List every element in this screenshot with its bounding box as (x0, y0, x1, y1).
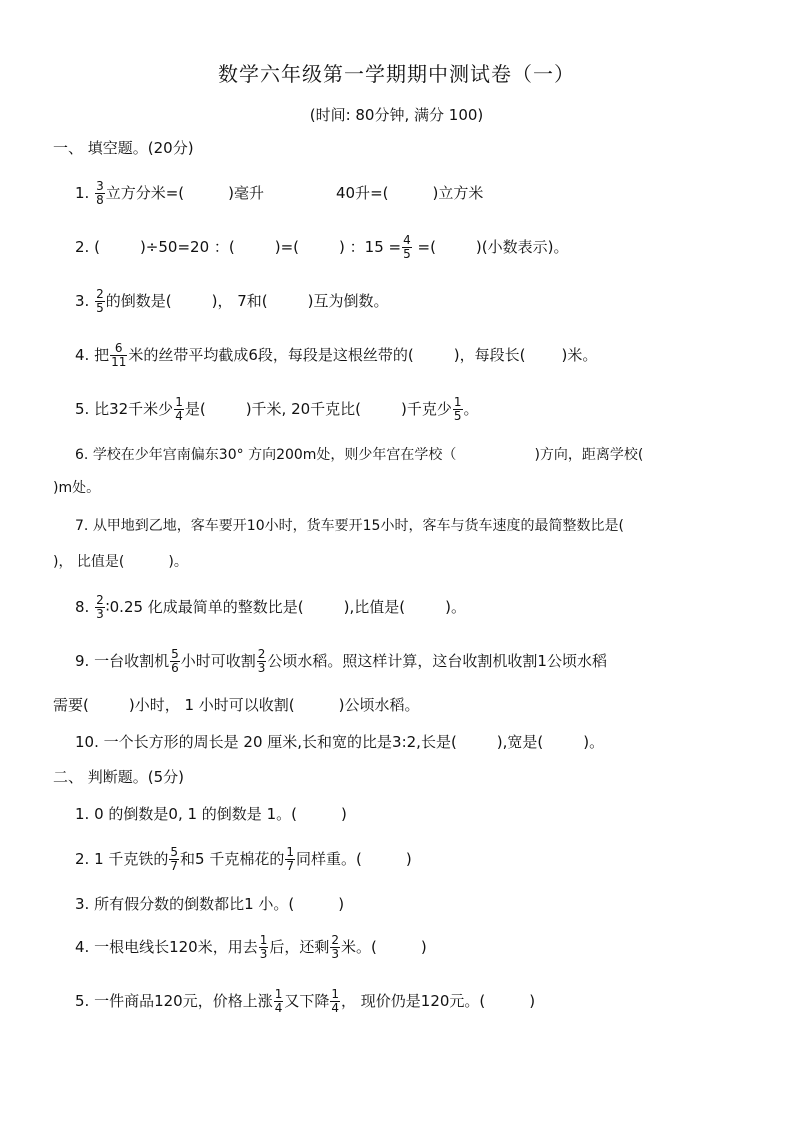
question-2-3: 3. 所有假分数的倒数都比1 小。( ) (75, 895, 345, 913)
fraction: $\frac{2}{5}$ (96, 287, 104, 315)
fraction: $\frac{6}{11}$ (111, 341, 127, 369)
question-1-2: 2. ( )÷50=20 ：( )=( ) ：15 = $\frac{4}{5}$ =( )(小数表示)。 (75, 233, 569, 261)
fraction: $\frac{5}{6}$ (171, 647, 179, 675)
question-2-4: 4. 一根电线长120米，用去 $\frac{1}{3}$ 后，还剩 $\frac{2}{3}$ 米。( ) (75, 933, 427, 961)
fraction: $\frac{3}{8}$ (96, 179, 104, 207)
fraction: $\frac{1}{4}$ (175, 395, 183, 423)
fraction: $\frac{5}{7}$ (170, 845, 179, 873)
question-1-3: 3. $\frac{2}{5}$ 的倒数是( )， 7和( )互为倒数。 (75, 287, 389, 315)
fraction: $\frac{1}{5}$ (453, 395, 462, 423)
question-1-6: 6. 学校在少年宫南偏东30° 方向200m处，则少年宫在学校（ )方向，距离学校( (75, 447, 644, 463)
exam-info: (时间: 80分钟, 满分 100) (309, 106, 484, 124)
question-1-10: 10. 一个长方形的周长是 20 厘米,长和宽的比是3:2,长是( ),宽是( )。 (75, 733, 605, 751)
question-1-5: 5. 比32千米少 $\frac{1}{4}$ 是( )千米, 20千克比( )千克少 $\frac{1}{5}$ 。 (75, 395, 479, 423)
fraction: $\frac{2}{3}$ (96, 593, 104, 621)
section1-heading: 一、 填空题。(20分) (53, 139, 194, 157)
question-2-5: 5. 一件商品120元，价格上涨 $\frac{1}{4}$ 又下降 $\frac{1}{4}$ ， 现价仍是120元。( ) (75, 987, 536, 1015)
question-2-1: 1. 0 的倒数是0, 1 的倒数是 1。( ) (75, 805, 347, 823)
fraction: $\frac{2}{3}$ (257, 647, 266, 675)
question-1-4: 4. 把 $\frac{6}{11}$ 米的丝带平均截成6段，每段是这根丝带的( )，每段长( )米。 (75, 341, 598, 369)
question-1-7-cont: )， 比值是( )。 (53, 554, 188, 570)
fraction: $\frac{1}{3}$ (259, 933, 268, 961)
question-1-6-cont: )m处。 (53, 480, 101, 496)
fraction: $\frac{1}{4}$ (274, 987, 283, 1015)
question-1-9-cont: 需要( )小时， 1 小时可以收割( )公顷水稻。 (53, 696, 420, 714)
fraction: $\frac{1}{7}$ (286, 845, 294, 873)
fraction: $\frac{1}{4}$ (331, 987, 340, 1015)
question-1-9: 9. 一台收割机 $\frac{5}{6}$ 小时可收割 $\frac{2}{3}$ 公顷水稻。照这样计算，这台收割机收割1公顷水稻 (75, 647, 607, 675)
question-1-7: 7. 从甲地到乙地，客车要开10小时，货车要开15小时，客车与货车速度的最简整数比是( (75, 518, 624, 534)
page-title: 数学六年级第一学期期中测试卷（一） (218, 62, 575, 86)
question-2-2: 2. 1 千克铁的 $\frac{5}{7}$ 和5 千克棉花的 $\frac{1}{7}$ 同样重。( ) (75, 845, 412, 873)
question-1-8: 8. $\frac{2}{3}$ ∶0.25 化成最简单的整数比是( ),比值是( )。 (75, 593, 467, 621)
question-1-1: 1. $\frac{3}{8}$ 立方分米=( )毫升 40升=( )立方米 (75, 179, 484, 207)
fraction: $\frac{2}{3}$ (331, 933, 340, 961)
fraction: $\frac{4}{5}$ (403, 233, 411, 261)
section2-heading: 二、 判断题。(5分) (53, 768, 185, 786)
